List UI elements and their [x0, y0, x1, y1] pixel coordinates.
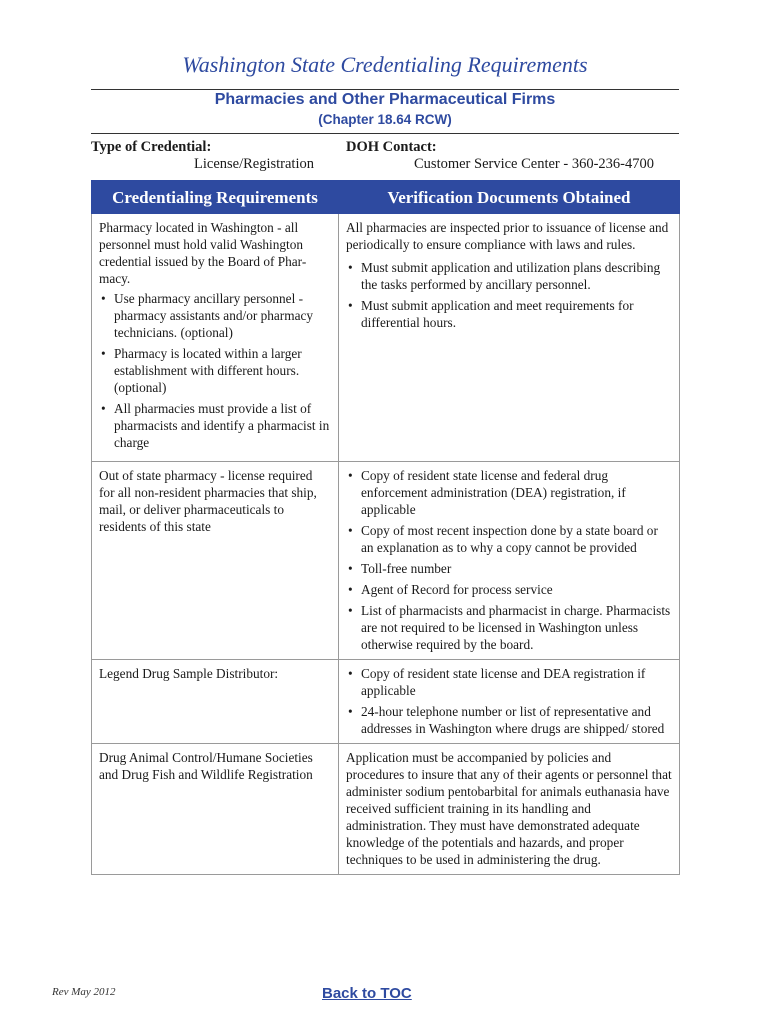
list-item: • Must submit application and meet requirements for differential hours.: [346, 297, 672, 331]
verification-cell: [339, 214, 680, 462]
requirement-cell: [92, 462, 339, 660]
verification-bullets: [346, 665, 672, 737]
credential-type: [91, 139, 314, 173]
list-item: • List of pharmacists and pharmacist in charge. Pharmacists are not required to be licensed in Washington unless otherwise required by the board.: [346, 602, 672, 653]
requirement-text: Out of state pharmacy - license required for all non-resident pharmacies that ship, mail, or deliver pharmaceuticals to residents of this state: [99, 468, 317, 534]
list-item: • Copy of most recent inspection done by a state board or an explanation as to why a copy cannot be provided: [346, 522, 672, 556]
credential-type-label: Type of Credential:: [91, 139, 212, 155]
requirement-cell: [92, 744, 339, 875]
requirements-table: [91, 180, 680, 875]
list-item: • Copy of resident state license and federal drug enforcement administration (DEA) registration, if applicable: [346, 467, 672, 518]
requirement-bullets: [99, 290, 331, 451]
verification-cell: [339, 462, 680, 660]
doh-contact: [346, 139, 654, 173]
list-item: • All pharmacies must provide a list of pharmacists and identify a pharmacist in charge: [99, 400, 331, 451]
list-item: • Use pharmacy ancillary personnel - pharmacy assistants and/or pharmacy technicians. (optional): [99, 290, 331, 341]
verification-text: All pharmacies are inspected prior to issuance of license and periodically to ensure compliance with laws and rules.: [346, 220, 669, 252]
list-item: • 24-hour telephone number or list of representative and addresses in Washington where drugs are shipped/ stored: [346, 703, 672, 737]
verification-cell: [339, 744, 680, 875]
back-to-toc-link[interactable]: Back to TOC: [322, 985, 412, 1002]
document-title: Washington State Credentialing Requirements: [182, 52, 588, 77]
requirement-text: Drug Animal Control/Humane Societies and Drug Fish and Wildlife Registration: [99, 750, 313, 782]
list-item: • Must submit application and utilization plans describing the tasks performed by ancillary personnel.: [346, 259, 672, 293]
requirement-cell: [92, 660, 339, 744]
credential-type-value: License/Registration: [194, 156, 314, 172]
verification-bullets: [346, 259, 672, 331]
requirement-text: Legend Drug Sample Distributor:: [99, 666, 279, 681]
requirement-cell: [92, 214, 339, 462]
table-row: [92, 744, 680, 875]
doh-contact-value: Customer Service Center - 360-236-4700: [414, 156, 655, 172]
header-verification-documents: Verification Documents Obtained: [339, 181, 680, 214]
chapter-reference: (Chapter 18.64 RCW): [318, 112, 452, 127]
table-header-row: [92, 181, 680, 214]
header-credentialing-requirements: Credentialing Requirements: [92, 181, 339, 214]
table-row: [92, 214, 680, 462]
table-row: [92, 462, 680, 660]
list-item: • Agent of Record for process service: [346, 581, 672, 598]
list-item: • Pharmacy is located within a larger establishment with different hours. (optional): [99, 345, 331, 396]
title-rule: [91, 89, 679, 90]
verification-text: Application must be accompanied by policies and procedures to insure that any of their agents or personnel that administer sodium pentobarbital for animals euthanasia have received sufficient training in its handling and administration. They must have demonstrated adequate knowledge of the potentials and hazards, and proper techniques to be used in administering the drug.: [346, 750, 672, 867]
document-subtitle: Pharmacies and Other Pharmaceutical Firms: [214, 91, 556, 108]
list-item: • Toll-free number: [346, 560, 672, 577]
subtitle-rule: [91, 133, 679, 134]
verification-bullets: [346, 467, 672, 653]
table-row: [92, 660, 680, 744]
revision-date: Rev May 2012: [52, 986, 116, 998]
list-item: • Copy of resident state license and DEA registration if applicable: [346, 665, 672, 699]
verification-cell: [339, 660, 680, 744]
requirement-text: Pharmacy located in Washington - all personnel must hold valid Washington credential issued by the Board of Phar-macy.: [99, 220, 307, 286]
doh-contact-label: DOH Contact:: [346, 139, 437, 155]
